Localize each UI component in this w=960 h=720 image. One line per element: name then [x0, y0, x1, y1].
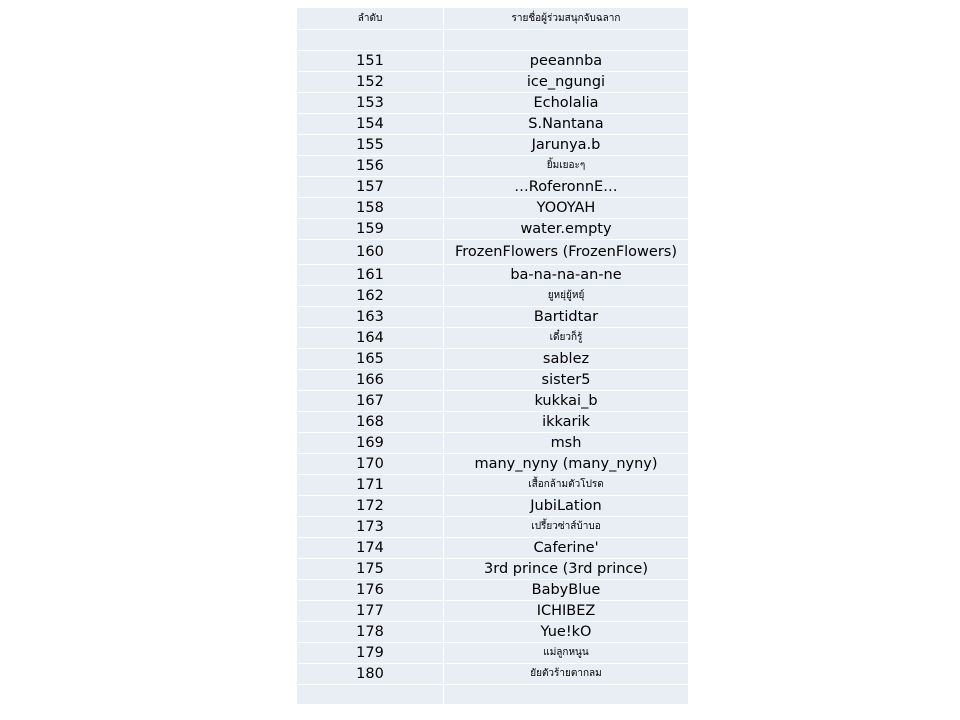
header-participant-names: รายชื่อผู้ร่วมสนุกจับฉลาก [444, 8, 689, 30]
participant-name-cell: เปรี้ยวซ่าส์บ้าบอ [444, 517, 689, 538]
table-row [297, 265, 689, 286]
participant-name-cell: water.empty [444, 219, 689, 240]
table-row [297, 349, 689, 370]
participant-name-cell: แม่ลูกหนูน [444, 643, 689, 664]
blank-row [297, 685, 689, 705]
order-number-cell: 156 [297, 156, 444, 177]
order-number-cell: 162 [297, 286, 444, 307]
table-row [297, 517, 689, 538]
participant-name-cell: ICHIBEZ [444, 601, 689, 622]
table-row [297, 328, 689, 349]
order-number-cell: 161 [297, 265, 444, 286]
participant-name-cell: FrozenFlowers (FrozenFlowers) [444, 240, 689, 265]
table-row [297, 601, 689, 622]
order-number-cell: 174 [297, 538, 444, 559]
header-order-number: ลำดับ [297, 8, 444, 30]
participant-name-cell: YOOYAH [444, 198, 689, 219]
order-number-cell: 165 [297, 349, 444, 370]
participant-name-cell: Yue!kO [444, 622, 689, 643]
table-row [297, 538, 689, 559]
order-number-cell: 159 [297, 219, 444, 240]
blank-cell [297, 30, 444, 51]
table-row [297, 51, 689, 72]
order-number-cell: 169 [297, 433, 444, 454]
order-number-cell: 152 [297, 72, 444, 93]
order-number-cell: 157 [297, 177, 444, 198]
order-number-cell: 160 [297, 240, 444, 265]
order-number-cell: 151 [297, 51, 444, 72]
participant-name-cell: Caferine' [444, 538, 689, 559]
table-row [297, 370, 689, 391]
participant-name-cell: peeannba [444, 51, 689, 72]
table-row [297, 454, 689, 475]
order-number-cell: 171 [297, 475, 444, 496]
table-row [297, 177, 689, 198]
order-number-cell: 155 [297, 135, 444, 156]
order-number-cell: 179 [297, 643, 444, 664]
participant-name-cell: Jarunya.b [444, 135, 689, 156]
participant-name-cell: sister5 [444, 370, 689, 391]
participants-table-body [297, 8, 689, 705]
order-number-cell: 180 [297, 664, 444, 685]
table-row [297, 622, 689, 643]
order-number-cell: 177 [297, 601, 444, 622]
table-row [297, 307, 689, 328]
participant-name-cell: เสื้อกล้ามตัวโปรด [444, 475, 689, 496]
participant-name-cell: ยัยตัวร้ายตากลม [444, 664, 689, 685]
order-number-cell: 175 [297, 559, 444, 580]
participant-name-cell: เดี๋ยวก็รู้ [444, 328, 689, 349]
participant-name-cell: 3rd prince (3rd prince) [444, 559, 689, 580]
participant-name-cell: ยูหยุ่ยู้หยุ์ [444, 286, 689, 307]
order-number-cell: 170 [297, 454, 444, 475]
table-row [297, 198, 689, 219]
table-row [297, 72, 689, 93]
table-row [297, 475, 689, 496]
table-row [297, 643, 689, 664]
order-number-cell: 178 [297, 622, 444, 643]
table-row [297, 219, 689, 240]
blank-row [297, 30, 689, 51]
blank-cell [444, 685, 689, 705]
participant-name-cell: sablez [444, 349, 689, 370]
order-number-cell: 168 [297, 412, 444, 433]
order-number-cell: 172 [297, 496, 444, 517]
participant-name-cell: msh [444, 433, 689, 454]
table-row [297, 433, 689, 454]
participant-name-cell: ikkarik [444, 412, 689, 433]
table-row [297, 286, 689, 307]
table-row [297, 391, 689, 412]
table-row [297, 114, 689, 135]
order-number-cell: 158 [297, 198, 444, 219]
order-number-cell: 163 [297, 307, 444, 328]
order-number-cell: 153 [297, 93, 444, 114]
participant-name-cell: ice_ngungi [444, 72, 689, 93]
table-row [297, 580, 689, 601]
participants-table [296, 7, 689, 705]
table-row [297, 412, 689, 433]
table-header-row [297, 8, 689, 30]
participant-name-cell: ยิ้มเยอะๆ [444, 156, 689, 177]
order-number-cell: 167 [297, 391, 444, 412]
table-row [297, 156, 689, 177]
participant-name-cell: Bartidtar [444, 307, 689, 328]
table-row [297, 559, 689, 580]
order-number-cell: 166 [297, 370, 444, 391]
participant-name-cell: S.Nantana [444, 114, 689, 135]
blank-cell [444, 30, 689, 51]
participant-name-cell: Echolalia [444, 93, 689, 114]
order-number-cell: 173 [297, 517, 444, 538]
order-number-cell: 164 [297, 328, 444, 349]
table-row [297, 135, 689, 156]
participant-name-cell: …RoferonnE… [444, 177, 689, 198]
table-row [297, 664, 689, 685]
table-row [297, 240, 689, 265]
participant-name-cell: kukkai_b [444, 391, 689, 412]
participant-name-cell: many_nyny (many_nyny) [444, 454, 689, 475]
participant-name-cell: BabyBlue [444, 580, 689, 601]
participant-name-cell: JubiLation [444, 496, 689, 517]
order-number-cell: 176 [297, 580, 444, 601]
order-number-cell: 154 [297, 114, 444, 135]
blank-cell [297, 685, 444, 705]
participant-name-cell: ba-na-na-an-ne [444, 265, 689, 286]
table-row [297, 93, 689, 114]
table-row [297, 496, 689, 517]
